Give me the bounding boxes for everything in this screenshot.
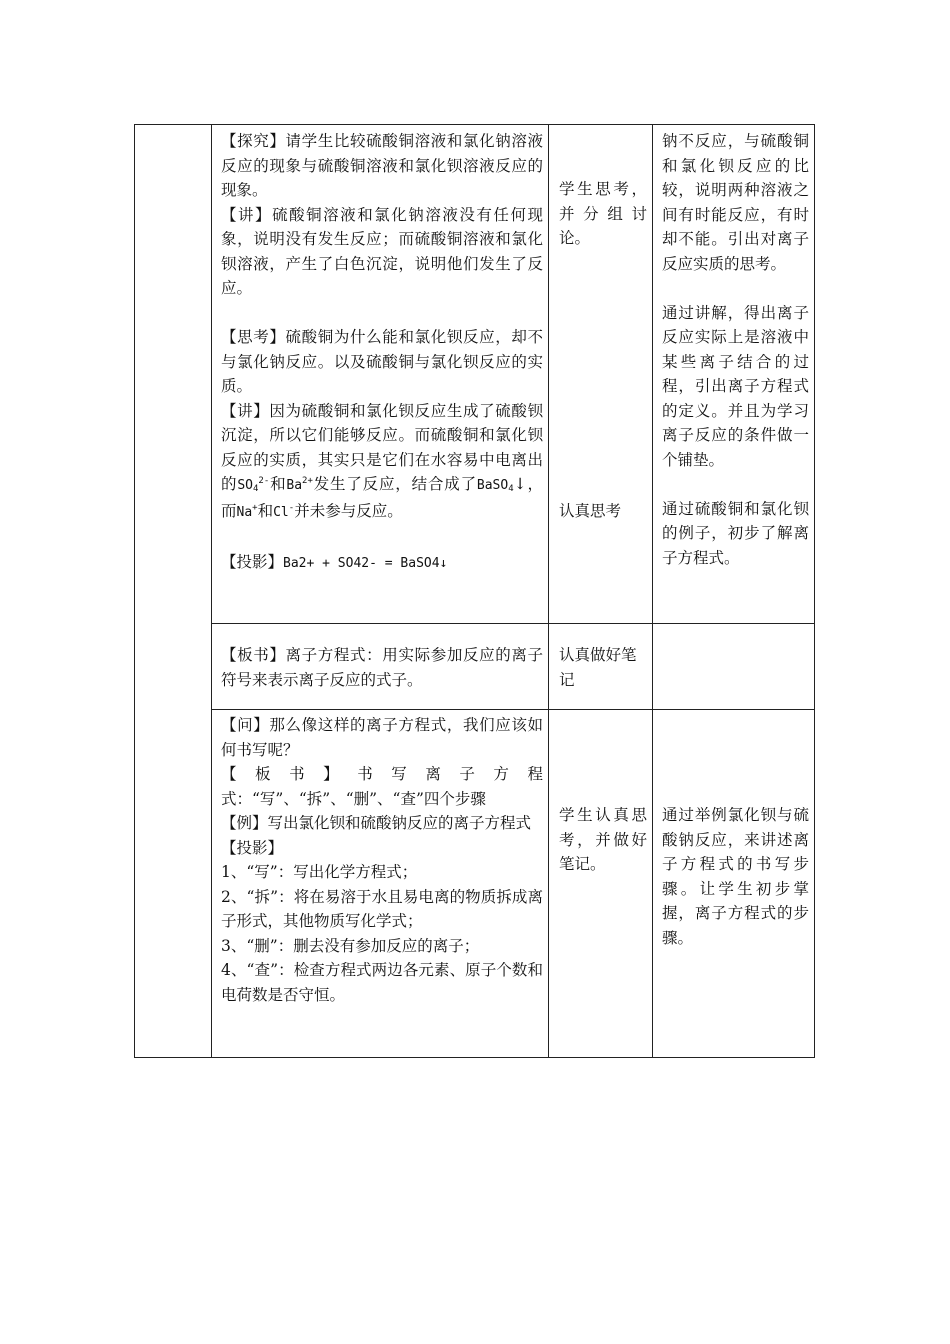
row2-student-cell <box>559 643 647 692</box>
student-activity-text: 学生认真思考，并做好笔记。 <box>559 806 647 873</box>
example-tag: 【例】 <box>221 814 268 832</box>
example-paragraph <box>221 811 543 836</box>
column-divider <box>548 125 549 1057</box>
think-paragraph <box>221 325 543 399</box>
row1-content-cell <box>221 129 543 576</box>
row3-content-cell <box>221 713 543 1007</box>
sodium-ion: Na+ <box>236 502 258 520</box>
board-text: 书写离子方程式：“写”、“拆”、“删”、“查”四个步骤 <box>221 765 543 808</box>
lecture-tag: 【讲】 <box>221 401 270 420</box>
ask-text: 那么像这样的离子方程式，我们应该如何书写呢？ <box>221 716 543 759</box>
intent-text: 通过举例氯化钡与硫酸钠反应，来讲述离子方程式的书写步骤。让学生初步掌握，离子方程式的步骤。 <box>662 806 809 947</box>
step-item: 4、“查”：检查方程式两边各元素、原子个数和电荷数是否守恒。 <box>221 961 543 1004</box>
row-divider <box>211 623 814 624</box>
ask-paragraph <box>221 713 543 762</box>
lesson-plan-table <box>134 124 815 1058</box>
lecture1-paragraph <box>221 203 543 301</box>
row1-intent-cell <box>662 129 809 570</box>
intent-text: 钠不反应，与硫酸铜和氯化钡反应的比较，说明两种溶液之间有时能反应，有时却不能。引出对离子反应实质的思考。 <box>662 132 809 273</box>
explore-tag: 【探究】 <box>221 132 286 150</box>
precipitate-arrow-icon: ↓ <box>513 475 527 493</box>
board-paragraph <box>221 643 543 692</box>
intent-text: 通过硫酸铜和氯化钡的例子，初步了解离子方程式。 <box>662 499 809 567</box>
think-tag: 【思考】 <box>221 328 286 346</box>
example-text: 写出氯化钡和硫酸钠反应的离子方程式 <box>267 814 532 832</box>
student-activity-text: 学生思考，并分组讨论。 <box>559 180 647 247</box>
ask-tag: 【问】 <box>221 716 270 734</box>
projection-paragraph <box>221 550 543 577</box>
column-divider <box>652 125 653 1057</box>
step-item: 2、“拆”：将在易溶于水且易电离的物质拆成离子形式，其他物质写化学式； <box>221 887 543 930</box>
projection-tag: 【投影】 <box>221 552 284 571</box>
row3-student-cell <box>559 803 647 877</box>
explore-text: 请学生比较硫酸铜溶液和氯化钠溶液反应的现象与硫酸铜溶液和氯化钡溶液反应的现象。 <box>221 132 543 199</box>
projection-tag: 【投影】 <box>221 838 284 857</box>
chloride-ion: Cl- <box>273 502 295 520</box>
row3-intent-cell <box>662 803 809 950</box>
lecture1-text: 硫酸铜溶液和氯化钠溶液没有任何现象，说明没有发生反应；而硫酸铜溶液和氯化钡溶液，产生了白色沉淀，说明他们发生了反应。 <box>221 205 543 297</box>
barium-sulfate: BaSO$_4$ <box>476 478 514 494</box>
lecture2-text: 因为硫酸铜和氯化钡反应生成了硫酸钡沉淀，所以它们能够反应。而硫酸铜和氯化钡反应的实质，其实只是它们在水容易中电离出的 <box>221 401 543 493</box>
explore-paragraph <box>221 129 543 203</box>
row-divider <box>211 709 814 710</box>
board-tag: 【板书】 <box>221 765 358 783</box>
step-item: 3、“删”：删去没有参加反应的离子； <box>221 936 480 955</box>
row1-student-cell-2 <box>559 499 647 524</box>
sulfate-ion: $SO_4^{2-}$ <box>237 476 270 494</box>
step-item: 1、“写”：写出化学方程式； <box>221 863 418 881</box>
lecture-tag: 【讲】 <box>221 205 273 224</box>
barium-ion: $Ba^{2+}$ <box>286 476 313 493</box>
lecture2-paragraph: 【讲】因为硫酸铜和氯化钡反应生成了硫酸钡沉淀，所以它们能够反应。而硫酸铜和氯化钡反应的实质，其实只是它们在水容易中电离出的$SO_4^{2-}$和$Ba^{2+}$发生了反应，结合成了BaSO$_4$↓，而Na+和Cl-并未参与反应。 <box>221 401 543 520</box>
board-paragraph <box>221 762 543 811</box>
column-divider <box>211 125 212 1057</box>
board-tag: 【板书】 <box>221 646 286 664</box>
student-activity-text: 认真思考 <box>559 502 622 520</box>
ionic-equation: Ba2+ + SO42- = BaSO4↓ <box>283 555 448 571</box>
row2-content-cell <box>221 643 543 692</box>
think-text: 硫酸铜为什么能和氯化钡反应，却不与氯化钠反应。以及硫酸铜与氯化钡反应的实质。 <box>221 328 543 395</box>
intent-text: 通过讲解，得出离子反应实际上是溶液中某些离子结合的过程，引出离子方程式的定义。并且为学习离子反应的条件做一个铺垫。 <box>662 303 809 469</box>
student-activity-text: 认真做好笔记 <box>559 646 637 689</box>
row1-student-cell <box>559 177 647 251</box>
board-text: 离子方程式：用实际参加反应的离子符号来表示离子反应的式子。 <box>221 646 543 689</box>
